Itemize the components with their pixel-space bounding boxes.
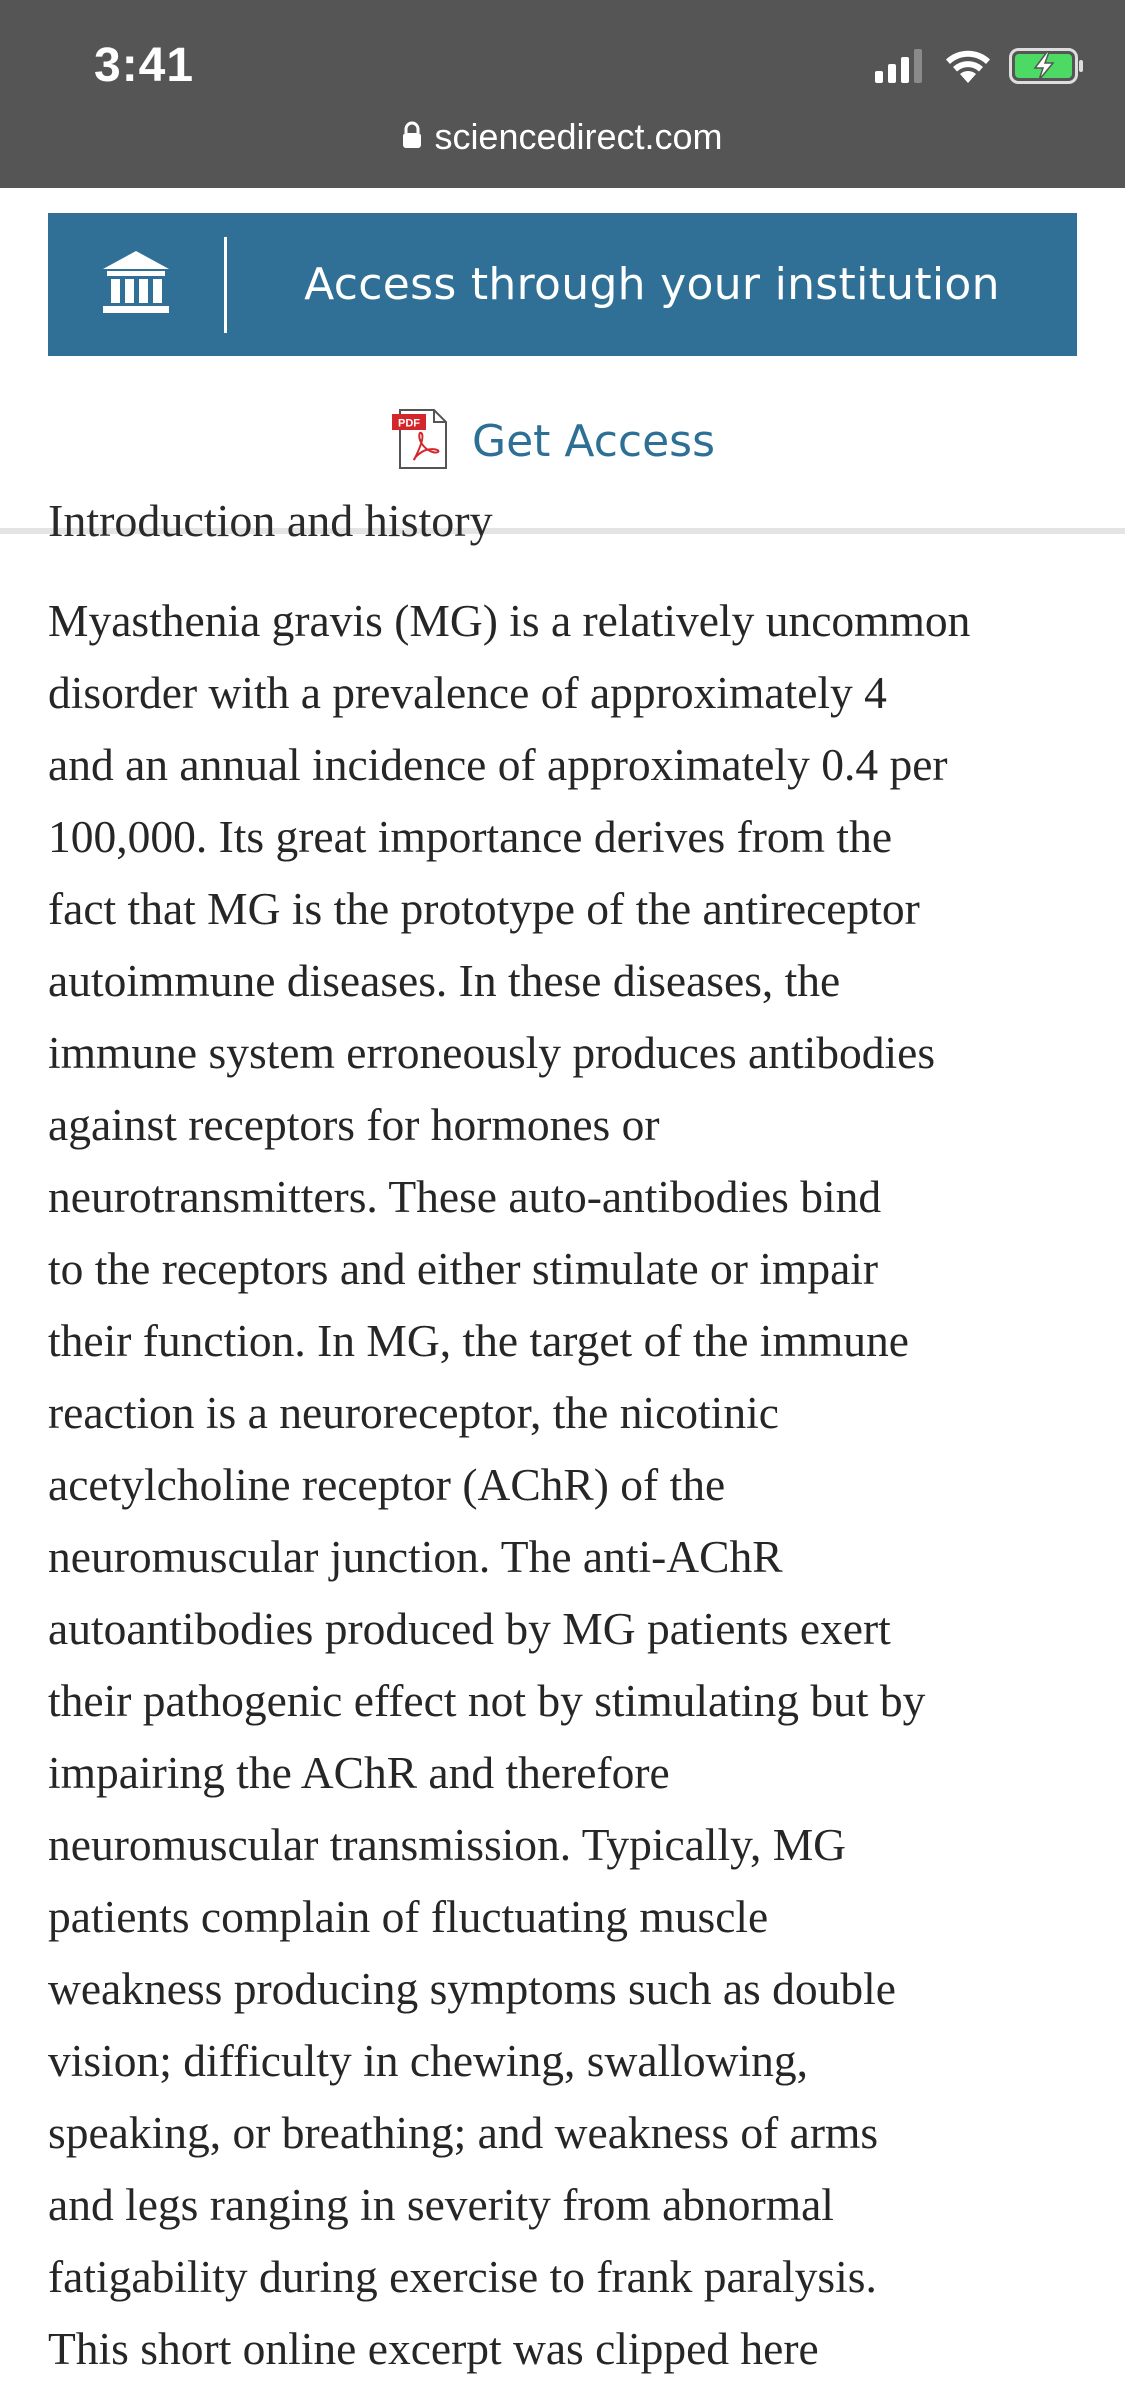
paragraph-line: neuromuscular junction. The anti-AChR bbox=[48, 1531, 783, 1582]
paragraph-line: immune system erroneously produces antibodies bbox=[48, 1027, 936, 1078]
paragraph-line: against receptors for hormones or bbox=[48, 1099, 660, 1150]
browser-chrome bbox=[0, 0, 1125, 188]
paragraph-line: vision; difficulty in chewing, swallowing, bbox=[48, 2035, 808, 2086]
paragraph-line: disorder with a prevalence of approximately 4 bbox=[48, 667, 887, 718]
paragraph-line: fact that MG is the prototype of the antireceptor bbox=[48, 883, 920, 934]
url-text: sciencedirect.com bbox=[434, 116, 723, 157]
paragraph-line: neuromuscular transmission. Typically, MG bbox=[48, 1819, 847, 1870]
access-panel bbox=[0, 188, 1125, 534]
paragraph-line: autoimmune diseases. In these diseases, the bbox=[48, 955, 841, 1006]
paragraph-line: and legs ranging in severity from abnormal bbox=[48, 2179, 834, 2230]
paragraph-line: and an annual incidence of approximately 0.4 per bbox=[48, 739, 948, 790]
paragraph-line: This short online excerpt was clipped here bbox=[48, 2323, 819, 2374]
battery-charging-icon bbox=[1009, 48, 1085, 89]
url-bar[interactable] bbox=[0, 116, 1125, 158]
section-heading: Introduction and history bbox=[48, 495, 493, 546]
institution-icon-wrap bbox=[48, 213, 224, 356]
pdf-icon bbox=[390, 408, 452, 475]
paragraph-line: reaction is a neuroreceptor, the nicotinic bbox=[48, 1387, 779, 1438]
get-access-link[interactable] bbox=[390, 408, 715, 475]
institution-button-label: Access through your institution bbox=[304, 259, 1000, 310]
get-access-label: Get Access bbox=[472, 416, 716, 467]
paragraph-line: patients complain of fluctuating muscle bbox=[48, 1891, 769, 1942]
access-through-institution-button[interactable] bbox=[48, 213, 1077, 356]
cellular-signal-icon bbox=[875, 49, 927, 88]
paragraph-line: fatigability during exercise to frank paralysis. bbox=[48, 2251, 877, 2302]
paragraph-line: speaking, or breathing; and weakness of arms bbox=[48, 2107, 879, 2158]
paragraph-line: weakness producing symptoms such as double bbox=[48, 1963, 896, 2014]
pdf-badge-text: PDF bbox=[398, 417, 420, 430]
lock-icon bbox=[402, 116, 422, 158]
article-body bbox=[48, 495, 1088, 2374]
paragraph-line: autoantibodies produced by MG patients exert bbox=[48, 1603, 891, 1654]
institution-building-icon bbox=[101, 249, 171, 320]
wifi-icon bbox=[945, 49, 991, 88]
paragraph-line: 100,000. Its great importance derives from the bbox=[48, 811, 893, 862]
paragraph-line: to the receptors and either stimulate or impair bbox=[48, 1243, 879, 1294]
article-paragraph bbox=[48, 585, 1088, 2385]
paragraph-line: neurotransmitters. These auto-antibodies bind bbox=[48, 1171, 882, 1222]
paragraph-line: Myasthenia gravis (MG) is a relatively uncommon bbox=[48, 595, 971, 646]
paragraph-line: acetylcholine receptor (AChR) of the bbox=[48, 1459, 726, 1510]
paragraph-line: impairing the AChR and therefore bbox=[48, 1747, 670, 1798]
paragraph-line: their function. In MG, the target of the immune bbox=[48, 1315, 909, 1366]
status-time: 3:41 bbox=[94, 39, 195, 92]
status-icons bbox=[875, 48, 1085, 88]
paragraph-line: their pathogenic effect not by stimulating but by bbox=[48, 1675, 926, 1726]
